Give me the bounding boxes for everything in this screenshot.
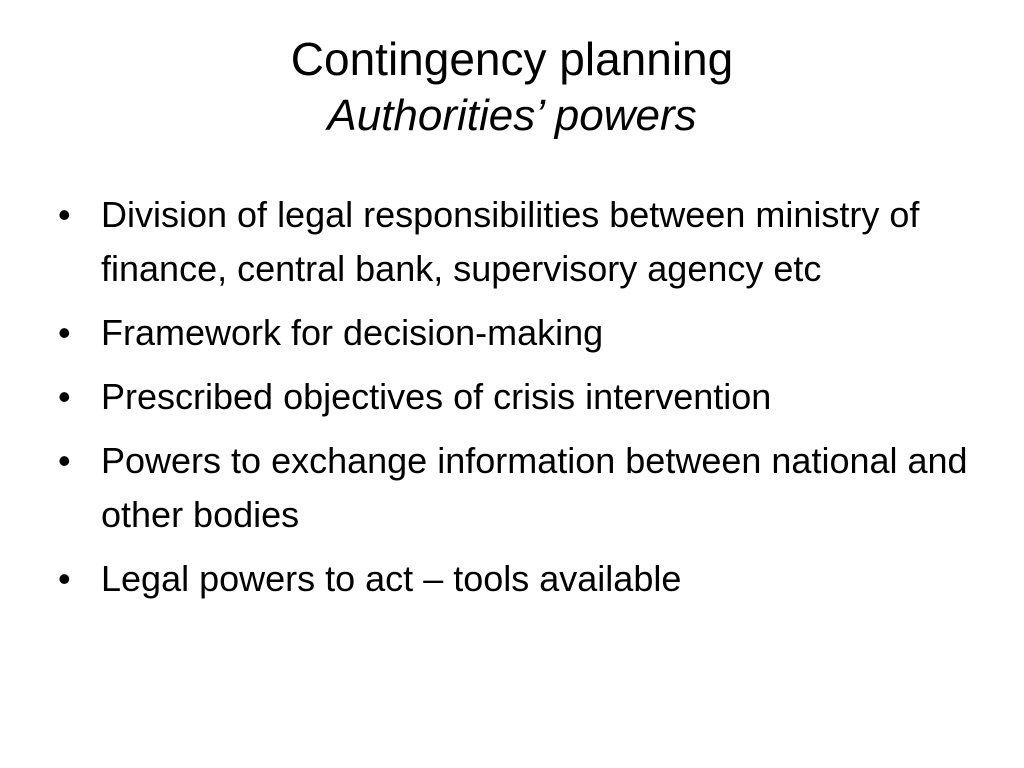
bullet-item: [56, 370, 976, 424]
bullet-text: Legal powers to act – tools available: [101, 558, 682, 599]
bullet-text: Prescribed objectives of crisis intervention: [101, 376, 772, 417]
bullet-item: [56, 434, 976, 542]
title-block: [0, 30, 1024, 144]
bullet-marker: •: [58, 376, 71, 417]
slide-subtitle: Authorities’ powers: [327, 91, 697, 140]
bullet-text: Framework for decision-making: [101, 312, 604, 353]
slide-title: Contingency planning: [290, 33, 734, 85]
bullet-marker: •: [58, 312, 71, 353]
bullet-marker: •: [58, 440, 71, 481]
bullet-marker: •: [58, 194, 71, 235]
bullet-item: [56, 306, 976, 360]
bullet-list: [56, 188, 976, 616]
bullet-item: [56, 552, 976, 606]
bullet-text: Division of legal responsibilities between ministry of finance, central bank, supervisory agency etc: [101, 194, 920, 289]
bullet-text: Powers to exchange information between national and other bodies: [101, 440, 968, 535]
bullet-marker: •: [58, 558, 71, 599]
bullet-item: [56, 188, 976, 296]
